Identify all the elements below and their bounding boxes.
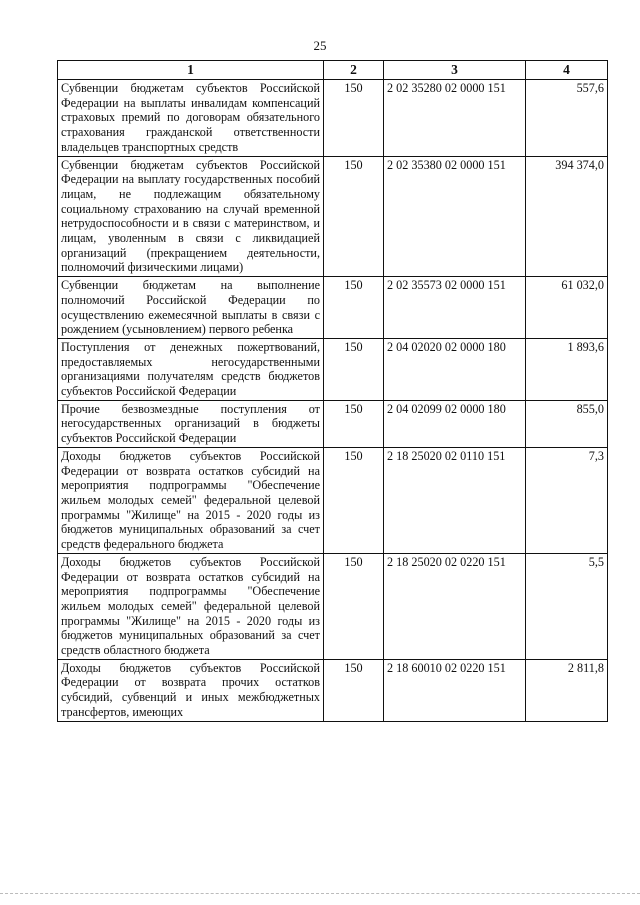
revenue-table — [57, 60, 608, 722]
classification-code: 2 18 25020 02 0220 151 — [384, 553, 526, 659]
classification-code: 2 02 35380 02 0000 151 — [384, 156, 526, 277]
amount: 1 893,6 — [526, 338, 608, 400]
table-row — [58, 400, 608, 447]
admin-code: 150 — [324, 659, 384, 721]
amount: 855,0 — [526, 400, 608, 447]
classification-code: 2 02 35280 02 0000 151 — [384, 80, 526, 157]
column-header-2: 2 — [324, 61, 384, 80]
admin-code: 150 — [324, 400, 384, 447]
table-row — [58, 156, 608, 277]
admin-code: 150 — [324, 80, 384, 157]
table-row — [58, 659, 608, 721]
classification-code: 2 04 02020 02 0000 180 — [384, 338, 526, 400]
revenue-name: Доходы бюджетов субъектов Российской Федерации от возврата остатков субсидий на мероприятия подпрограммы "Обеспечение жильем молодых семей" федеральной целевой программы "Жилище" на 2015 - 2020 годы из бюджетов муниципальных образований за счет средств федерального бюджета — [58, 447, 324, 553]
amount: 61 032,0 — [526, 277, 608, 339]
classification-code: 2 02 35573 02 0000 151 — [384, 277, 526, 339]
admin-code: 150 — [324, 447, 384, 553]
amount: 2 811,8 — [526, 659, 608, 721]
amount: 5,5 — [526, 553, 608, 659]
page-number: 25 — [313, 38, 327, 53]
scan-edge-divider — [0, 893, 640, 894]
revenue-name: Прочие безвозмездные поступления от негосударственных организаций в бюджеты субъектов Российской Федерации — [58, 400, 324, 447]
admin-code: 150 — [324, 553, 384, 659]
classification-code: 2 18 25020 02 0110 151 — [384, 447, 526, 553]
table-row — [58, 553, 608, 659]
table-header-row — [58, 61, 608, 80]
column-header-4: 4 — [526, 61, 608, 80]
revenue-name: Субвенции бюджетам субъектов Российской Федерации на выплату государственных пособий лицам, не подлежащим обязательному социальному страхованию на случай временной нетрудоспособности и в связи с материнством, и лицам, уволенным в связи с ликвидацией организаций (прекращением деятельности, полномочий физическими лицами) — [58, 156, 324, 277]
classification-code: 2 04 02099 02 0000 180 — [384, 400, 526, 447]
revenue-name: Поступления от денежных пожертвований, предоставляемых негосударственными организациями получателям средств бюджетов субъектов Российской Федерации — [58, 338, 324, 400]
admin-code: 150 — [324, 156, 384, 277]
column-header-3: 3 — [384, 61, 526, 80]
revenue-name: Доходы бюджетов субъектов Российской Федерации от возврата остатков субсидий на мероприятия подпрограммы "Обеспечение жильем молодых семей" федеральной целевой программы "Жилище" на 2015 - 2020 годы из бюджетов муниципальных образований за счет средств областного бюджета — [58, 553, 324, 659]
amount: 394 374,0 — [526, 156, 608, 277]
column-header-1: 1 — [58, 61, 324, 80]
revenue-name: Субвенции бюджетам субъектов Российской Федерации на выплаты инвалидам компенсаций страховых премий по договорам обязательного страхования гражданской ответственности владельцев транспортных средств — [58, 80, 324, 157]
admin-code: 150 — [324, 338, 384, 400]
table-row — [58, 447, 608, 553]
revenue-name: Доходы бюджетов субъектов Российской Федерации от возврата прочих остатков субсидий, субвенций и иных межбюджетных трансфертов, имеющих — [58, 659, 324, 721]
amount: 557,6 — [526, 80, 608, 157]
admin-code: 150 — [324, 277, 384, 339]
table-row — [58, 277, 608, 339]
revenue-name: Субвенции бюджетам на выполнение полномочий Российской Федерации по осуществлению ежемесячной выплаты в связи с рождением (усыновлением) первого ребенка — [58, 277, 324, 339]
amount: 7,3 — [526, 447, 608, 553]
classification-code: 2 18 60010 02 0220 151 — [384, 659, 526, 721]
table-row — [58, 80, 608, 157]
table-row — [58, 338, 608, 400]
